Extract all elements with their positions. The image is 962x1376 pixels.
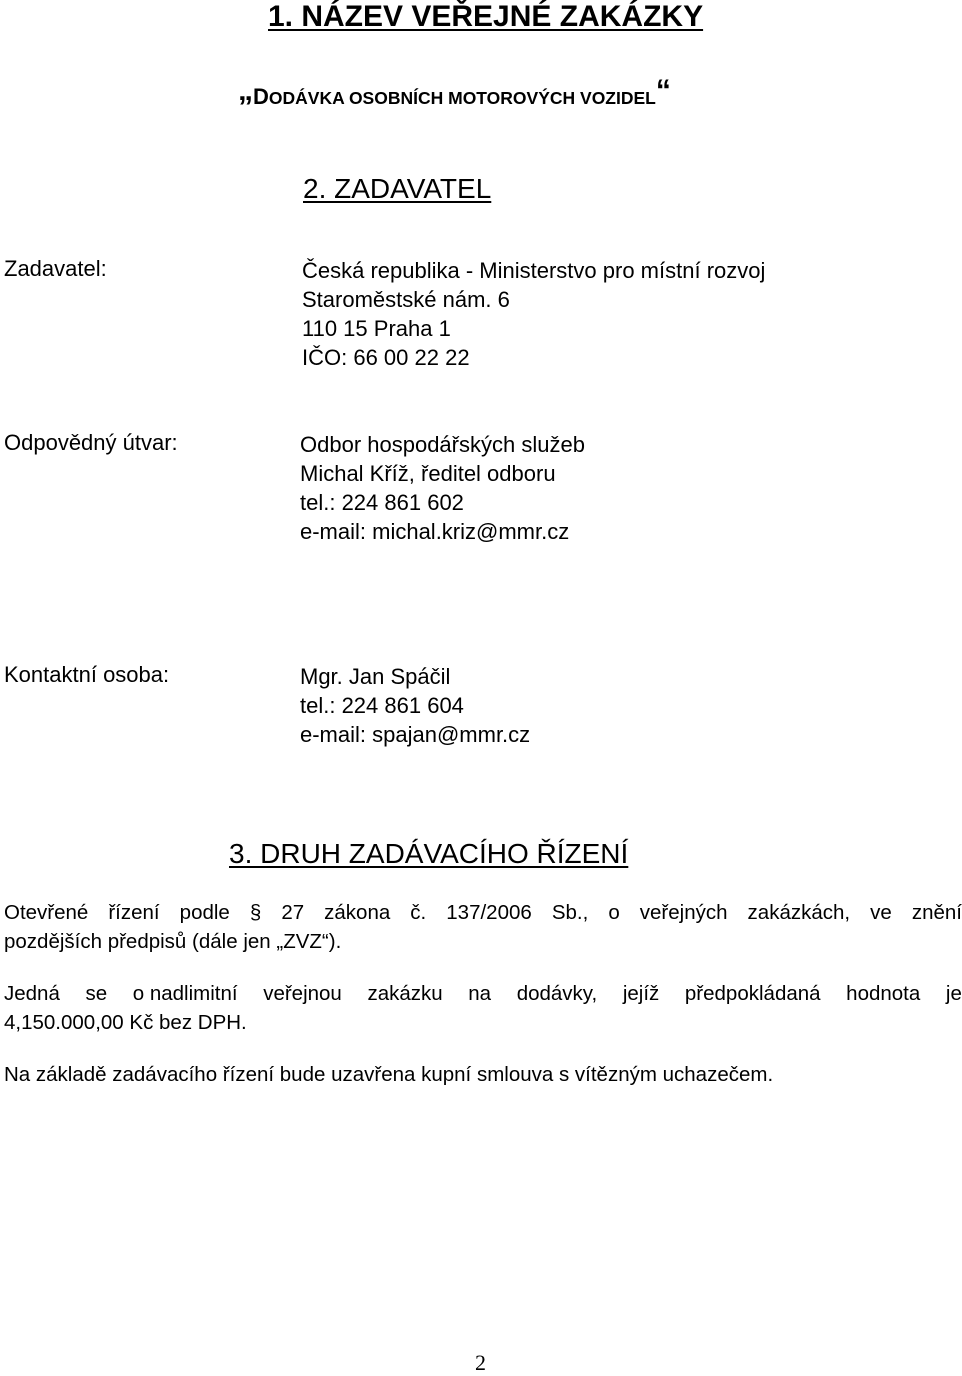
close-quote: “ [655, 74, 671, 107]
kontakt-label [4, 662, 169, 688]
kontakt-label-colon: : [163, 662, 170, 687]
utvar-details [300, 430, 585, 546]
paragraph-word: 27 [281, 901, 305, 924]
contract-title-text: ODÁVKA OSOBNÍCH MOTOROVÝCH VOZIDEL [268, 88, 656, 108]
utvar-label-colon: : [171, 430, 178, 455]
open-quote: „ [238, 74, 253, 107]
paragraph-word: podle [179, 901, 230, 924]
paragraph-word: 137/2006 [446, 901, 532, 924]
contract-paragraph: Na základě zadávacího řízení bude uzavřena kupní smlouva s vítězným uchazečem. [4, 1063, 774, 1086]
section-1-heading: 1. NÁZEV VEŘEJNÉ ZAKÁZKY [268, 0, 704, 33]
section-2-heading: 2. ZADAVATEL [303, 173, 492, 204]
paragraph-word: dodávky, [516, 982, 598, 1005]
paragraph-word: o nadlimitní [132, 982, 238, 1005]
paragraph-word: předpokládaná [684, 982, 821, 1005]
paragraph-word: hodnota [846, 982, 921, 1005]
value-paragraph-line-2: 4,150.000,00 Kč bez DPH. [4, 1011, 247, 1034]
paragraph-word: ve [870, 901, 892, 924]
paragraph-word: veřejnou [263, 982, 342, 1005]
paragraph-word: zakázkách, [747, 901, 851, 924]
paragraph-word: znění [911, 901, 962, 924]
section-3-heading: 3. DRUH ZADÁVACÍHO ŘÍZENÍ [229, 838, 629, 869]
procedure-paragraph-line-2: pozdějších předpisů (dále jen „ZVZ“). [4, 930, 342, 953]
zadavatel-line: IČO: 66 00 22 22 [302, 345, 470, 370]
paragraph-word: Jedná [4, 982, 60, 1005]
paragraph-word: je [945, 982, 962, 1005]
paragraph-word: zakázku [367, 982, 443, 1005]
page-number: 2 [475, 1350, 486, 1375]
utvar-label-text: Odpovědný útvar [4, 430, 172, 455]
contract-title [238, 74, 671, 110]
kontakt-line: Mgr. Jan Spáčil [300, 664, 451, 689]
paragraph-word: § [249, 901, 262, 924]
utvar-line: Michal Kříž, ředitel odboru [300, 461, 556, 486]
value-paragraph-line-1 [4, 979, 962, 1008]
paragraph-word: jejíž [622, 982, 660, 1005]
kontakt-line: tel.: 224 861 604 [300, 693, 464, 718]
procedure-paragraph-line-1 [4, 898, 962, 927]
paragraph-word: č. [410, 901, 427, 924]
zadavatel-line: Česká republika - Ministerstvo pro místní rozvoj [302, 258, 766, 283]
paragraph-word: zákona [324, 901, 391, 924]
utvar-line: tel.: 224 861 602 [300, 490, 464, 515]
utvar-line: e-mail: michal.kriz@mmr.cz [300, 519, 570, 544]
kontakt-details [300, 662, 530, 749]
zadavatel-details [302, 256, 765, 372]
contract-title-initial: D [253, 84, 269, 109]
paragraph-word: Otevřené [4, 901, 89, 924]
zadavatel-line: Staroměstské nám. 6 [302, 287, 510, 312]
kontakt-line: e-mail: spajan@mmr.cz [300, 722, 531, 747]
paragraph-word: řízení [108, 901, 160, 924]
zadavatel-line: 110 15 Praha 1 [302, 316, 451, 341]
paragraph-word: o [608, 901, 620, 924]
utvar-label [4, 430, 178, 456]
kontakt-label-text: Kontaktní osoba [4, 662, 164, 687]
paragraph-word: se [85, 982, 108, 1005]
paragraph-word: veřejných [639, 901, 728, 924]
paragraph-word: Sb., [551, 901, 589, 924]
utvar-line: Odbor hospodářských služeb [300, 432, 585, 457]
paragraph-word: na [468, 982, 492, 1005]
zadavatel-label: Zadavatel: [4, 256, 107, 281]
